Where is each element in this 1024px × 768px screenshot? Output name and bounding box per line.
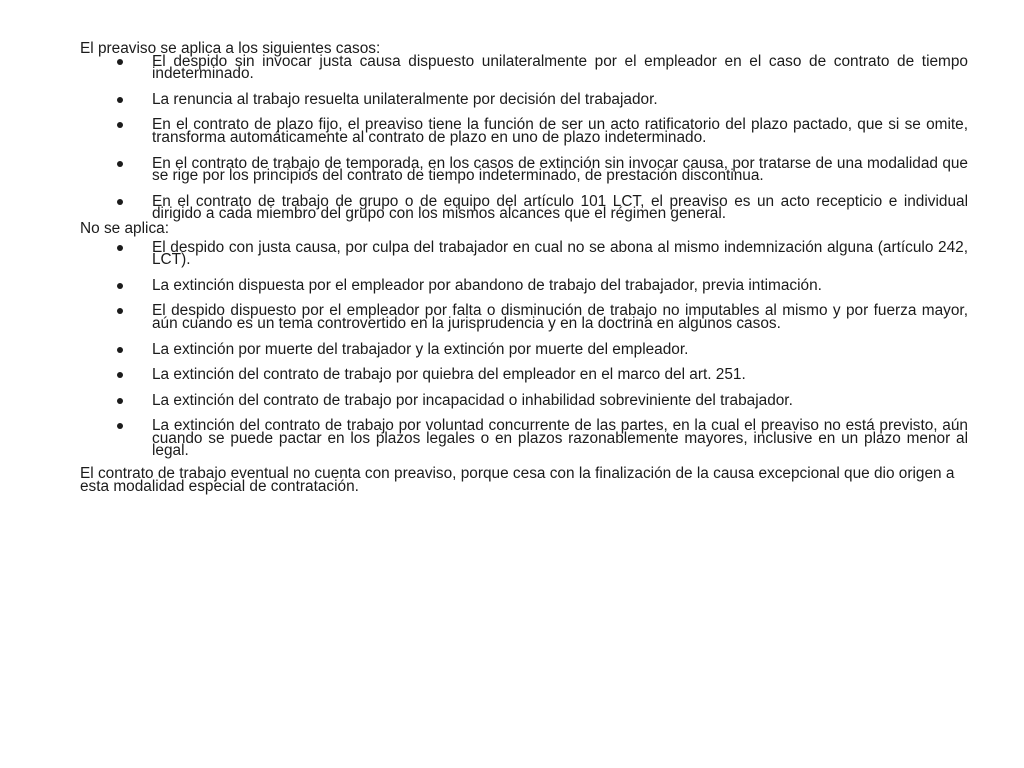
list-item [80,90,968,108]
list-item-text: La renuncia al trabajo resuelta unilateralmente por decisión del trabajador. [152,90,658,108]
bullet-icon [117,372,123,378]
list-item-text: El despido con justa causa, por culpa del trabajador en cual no se abona al mismo indemnización alguna (artículo 242, LCT). [152,238,968,269]
bullet-icon [117,59,123,65]
list-item [80,340,968,358]
list-item [80,192,968,223]
list-item [80,417,968,460]
list-item [80,366,968,384]
list-item-text: La extinción por muerte del trabajador y la extinción por muerte del empleador. [152,340,689,358]
bullet-icon [117,308,123,314]
bullet-icon [117,161,123,167]
list-item [80,154,968,185]
list-item [80,238,968,269]
bullet-icon [117,245,123,251]
list-item-text: La extinción del contrato de trabajo por incapacidad o inhabilidad sobreviniente del trabajador. [152,391,793,409]
bullet-icon [117,398,123,404]
list-item [80,302,968,332]
list-item [80,391,968,409]
bullet-icon [117,97,123,103]
heading-applies: El preaviso se aplica a los siguientes casos: [80,40,381,57]
document-page [80,40,968,495]
heading-not-applies: No se aplica: [80,219,169,237]
bullet-icon [117,283,123,289]
applies-list [80,52,968,223]
bullet-icon [117,122,123,128]
not-applies-list [80,238,968,460]
list-item [80,116,968,146]
closing-paragraph: El contrato de trabajo eventual no cuenta con preaviso, porque cesa con la finalización de la causa excepcional que dio origen a esta modalidad especial de contratación. [80,465,955,495]
list-item-text: La extinción dispuesta por el empleador por abandono de trabajo del trabajador, previa intimación. [152,276,822,294]
list-item-text: La extinción del contrato de trabajo por voluntad concurrente de las partes, en la cual el preaviso no está previsto, aún cuando se puede pactar en los plazos legales o en plazos razonablemente mayores, inclusive en un plazo menor al legal. [152,417,968,460]
list-item-text: La extinción del contrato de trabajo por quiebra del empleador en el marco del art. 251. [152,366,746,384]
bullet-icon [117,423,123,429]
list-item [80,52,968,83]
list-item-text: En el contrato de trabajo de temporada, en los casos de extinción sin invocar causa, por tratarse de una modalidad que se rige por los principios del contrato de tiempo indeterminado, de prestación discontinua. [152,154,968,185]
bullet-icon [117,199,123,205]
list-item-text: El despido dispuesto por el empleador por falta o disminución de trabajo no imputables al mismo y por fuerza mayor, aún cuando es un tema controvertido en la jurisprudencia y en la doctrina en algunos casos. [152,302,968,332]
bullet-icon [117,347,123,353]
list-item-text: El despido sin invocar justa causa dispuesto unilateralmente por el empleador en el caso de contrato de tiempo indeterminado. [152,52,968,83]
list-item [80,276,968,294]
list-item-text: En el contrato de trabajo de grupo o de equipo del artículo 101 LCT, el preaviso es un acto recepticio e individual dirigido a cada miembro del grupo con los mismos alcances que el régimen general. [152,192,968,223]
list-item-text: En el contrato de plazo fijo, el preaviso tiene la función de ser un acto ratificatorio del plazo pactado, que si se omite, transforma automáticamente al contrato de plazo en uno de plazo indeterminado. [152,116,968,146]
